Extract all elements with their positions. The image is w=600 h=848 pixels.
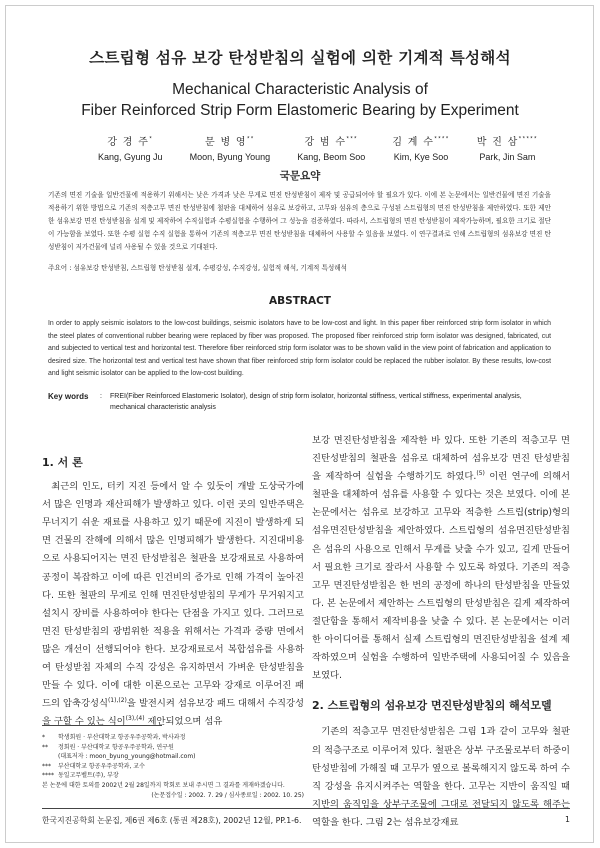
- author-name-kr: 박 진 삼: [476, 137, 519, 148]
- footnote-item: [42, 791, 304, 801]
- author-name-en: Kang, Gyung Ju: [98, 152, 163, 162]
- author-name-kr: 문 병 영: [205, 137, 248, 148]
- keywords-separator: :: [100, 393, 102, 400]
- footnote-mark: ***: [42, 762, 51, 770]
- footnote-mark: **: [42, 743, 48, 751]
- page-footer: [42, 815, 570, 826]
- section1-text-a: 최근의 인도, 터키 지진 등에서 알 수 있듯이 개발 도상국가에서 많은 인명과 재산피해가 발생하고 있다. 이런 곳의 일반주택은 무너지기 쉬운 재료를 사용하고 있기 때문에 지진이 발생하게 되면 건물의 잔해에 의해서 많은 인명피해가 발생한다. 지진대비용으로 사용되어지는 면진 탄성받침은 철판을 보강재료로 사용하여 공정이 복잡하고 이에 따른 인건비의 증가로 인해 가격이 높아진다. 또한 철판의 무게로 인해 면진탄성받침의 무게가 무거워지고 설치시 장비를 사용하여야 한다는 단점을 가지고 있다. 그러므로 면진 탄성받침의 광범위한 적용을 위해서는 가격과 중량 면에서 많은 개선이 선행되어야 한다. 보강재료로서 복합섬유를 사용하여 탄성받침 자체의 수직 강성은 유지하면서 가벼운 탄성받침을 만들 수 있다. 이에 대한 이론으로는 고무와 강재로 이루어진 패드의 압축강성식: [42, 481, 304, 710]
- footnote-mark: *: [42, 734, 45, 741]
- section1-heading: 1. 서 론: [42, 456, 83, 469]
- footnotes: [42, 733, 304, 800]
- title-english-line1: Mechanical Characteristic Analysis of: [172, 81, 428, 98]
- footnote-text: 정회원 · 부산대학교 항공우주공학과, 연구원: [58, 743, 174, 751]
- footnote-text: 동일고무벨트(주), 부장: [58, 772, 119, 780]
- author-name-kr: 김 계 수: [392, 137, 435, 148]
- author-mark: *****: [518, 136, 538, 143]
- page-number: 1: [565, 815, 570, 824]
- right-column: [312, 432, 570, 832]
- footnote-item: [42, 781, 304, 791]
- section1-cont-text-a: 보강 면진탄성받침을 제작한 바 있다. 또한 기존의 적층고무 면진탄성받침의 철판을 섬유로 대체하여 섬유보강 면진 탄성받침을 제작하여 실험을 수행하기도 하였다.: [312, 435, 570, 483]
- author-mark: ***: [346, 136, 359, 143]
- section1-text-c: 제안되었으며 섬유: [144, 716, 223, 728]
- title-english-line2: Fiber Reinforced Strip Form Elastomeric Bearing by Experiment: [81, 102, 519, 119]
- author-name-kr: 강 범 수: [304, 137, 347, 148]
- keywords-label: Key words: [48, 392, 89, 401]
- footnote-text: (논문접수일 : 2002. 7. 29 / 심사종료일 : 2002. 10. 25): [151, 791, 304, 799]
- footnote-divider: [42, 725, 162, 726]
- section1-text-b: 을 발전시켜 섬유보강 패드 대해서 수직강성을 구할 수 있는 식이: [42, 698, 304, 728]
- footnote-text: 학생회원 · 부산대학교 항공우주공학과, 박사과정: [58, 734, 186, 741]
- footnote-text: 본 논문에 대한 토의를 2002년 2월 28일까지 학회로 보내 주시면 그 결과를 게재하겠습니다.: [42, 781, 285, 789]
- section1-cont-text-b: 이런 연구에 의해서 철판을 대체하여 섬유를 사용할 수 있다는 것은 보였다. 이에 본 논문에서는 섬유로 보강하고 고무와 적층한 스트립(strip)형의 섬유면진탄성받침을 제안하였다. 스트립형의 섬유면진탄성받침은 섬유의 사용으로 인해서 무게를 낮출 수가 있고, 길게 만들어서 필요한 크기로 잘라서 사용할 수 있도록 하였다. 기존의 적층고무 면진탄성받침은 한 번의 공정에 하나의 탄성받침을 만들었다. 본 논문에서 제안하는 스트립형의 탄성받침은 길게 제작하여 절단함을 통해서 제작비용을 낮출 수 있다. 본 논문에서는 이러한 아이디어를 통해서 실제 스트립형의 면진탄성받침을 설계 제작하였으며 실험을 수행하여 일반주택에 사용되어질 수 있음을 보였다.: [312, 471, 570, 682]
- footnote-mark: [42, 752, 58, 762]
- author-name-en: Park, Jin Sam: [479, 152, 536, 162]
- abstract-en-heading: ABSTRACT: [269, 295, 331, 307]
- abstract-english: In order to apply seismic isolators to the low-cost buildings, seismic isolators have to be low-cost and light. In this paper fiber reinforced strip form isolator in which the steel plates of conventional rubber bearing were replaced by fiber was proposed. The proposed fiber reinforced strip form isolator was designed, fabricated, cut and subjected to vertical test and horizontal test. Therefore fiber reinforced strip form isolator was to be shown valid in the view point of fabrication and application to desired size. The horizontal test and vertical test have shown that fiber reinforced strip form isolator could be replaced the rubber isolator. By these results, low-cost and light seismic isolator can be applied to the low-cost building.: [48, 320, 551, 377]
- author-mark: **: [247, 136, 255, 143]
- section1-paragraph: [42, 478, 304, 731]
- footnote-item: [42, 771, 304, 781]
- author-name-kr: 강 경 주: [107, 137, 150, 148]
- author-2: [190, 133, 271, 162]
- footer-divider: [42, 808, 570, 809]
- footnote-item: [42, 743, 304, 753]
- author-list: [98, 133, 538, 162]
- keywords-korean: 주요어 : 섬유보강 탄성받침, 스트립형 탄성받침 설계, 수평강성, 수직강성, 실험적 해석, 기계적 특성해석: [48, 264, 348, 272]
- author-mark: ****: [434, 136, 450, 143]
- citation-ref: (1),(2): [107, 697, 127, 705]
- keywords-english-block: [48, 391, 551, 413]
- abstract-kr-heading: 국문요약: [279, 170, 321, 182]
- author-name-en: Kim, Kye Soo: [393, 152, 449, 162]
- left-column: [42, 454, 304, 731]
- footnote-item: [42, 762, 304, 772]
- section2-heading: 2. 스트립형의 섬유보강 면진탄성받침의 해석모델: [312, 699, 552, 713]
- abstract-korean: 기존의 면진 기술을 일반건물에 적용하기 위해서는 낮은 가격과 낮은 무게로 면진 탄성받침이 제작 및 공급되어야 할 필요가 있다. 이에 본 논문에서는 일반건물에 면진 기술을 적용하기 위한 방법으로 기존의 적층고무 면진 탄성받침에 철판을 대체하여 섬유로 보강하고, 고무와 섬유의 층으로 구성된 스트립형의 면진 탄성받침을 제안하였다. 또한 제안한 섬유보강 면진 탄성받침을 설계 및 제작하여 수직실험과 수평실험을 수행하여 그 성능을 검증하였다. 따라서, 스트립형의 면진 탄성받침이 제작가능하며, 필요한 크기로 절단이 가능함을 보였다. 또한 수평 실험 수직 실험을 통하여 기존의 적층고무 면진 탄성받침을 대체하여 사용할 수 있음을 보였다. 이 연구결과로 인해 스트립형의 섬유보강 면진 탄성받침이 저가건물에 널리 사용될 수 있을 것으로 기대된다.: [48, 191, 551, 251]
- author-4: [392, 133, 449, 162]
- footnote-mark: ****: [42, 772, 54, 780]
- title-korean: 스트립형 섬유 보강 탄성받침의 실험에 의한 기계적 특성해석: [89, 49, 511, 67]
- footnote-item: [42, 752, 304, 762]
- author-3: [297, 133, 365, 162]
- section1-continued: [312, 432, 570, 685]
- author-name-en: Kang, Beom Soo: [297, 152, 366, 162]
- author-5: [477, 133, 538, 162]
- title-english: [0, 79, 600, 121]
- keywords-english: FREI(Fiber Reinforced Elastomeric Isolator), design of strip form isolator, horizontal stiffness, vertical stiffness, experimental analysis, mechanical characteristic analysis: [110, 393, 522, 411]
- author-1: [98, 133, 163, 162]
- citation-ref: (3),(4): [125, 715, 145, 723]
- footnote-text: 부산대학교 항공우주공학과, 교수: [58, 762, 145, 770]
- author-name-en: Moon, Byung Young: [189, 152, 271, 162]
- journal-citation: 한국지진공학회 논문집, 제6권 제6호 (통권 제28호), 2002년 12월, PP.1-6.: [42, 816, 302, 825]
- footnote-text: (대표저자 : moon_byung_young@hotmail.com): [58, 753, 196, 761]
- section2-paragraph: 기존의 적층고무 면진탄성받침은 그림 1과 같이 고무와 철판의 적층구조로 이루어져 있다. 철판은 상부 구조물로부터 하중이 탄성받침에 가해질 때 고무가 옆으로 볼록해지지 않도록 하여 수직 강성을 유지시켜주는 역할을 한다. 고무는 지반이 움직일 때 지반의 움직임을 상부구조물에 그대로 전달되지 않도록 해주는 역할을 한다. 그림 2는 섬유보강재료: [312, 726, 570, 828]
- footnote-item: [42, 733, 304, 743]
- citation-ref: (5): [476, 470, 485, 478]
- author-mark: *: [149, 136, 154, 143]
